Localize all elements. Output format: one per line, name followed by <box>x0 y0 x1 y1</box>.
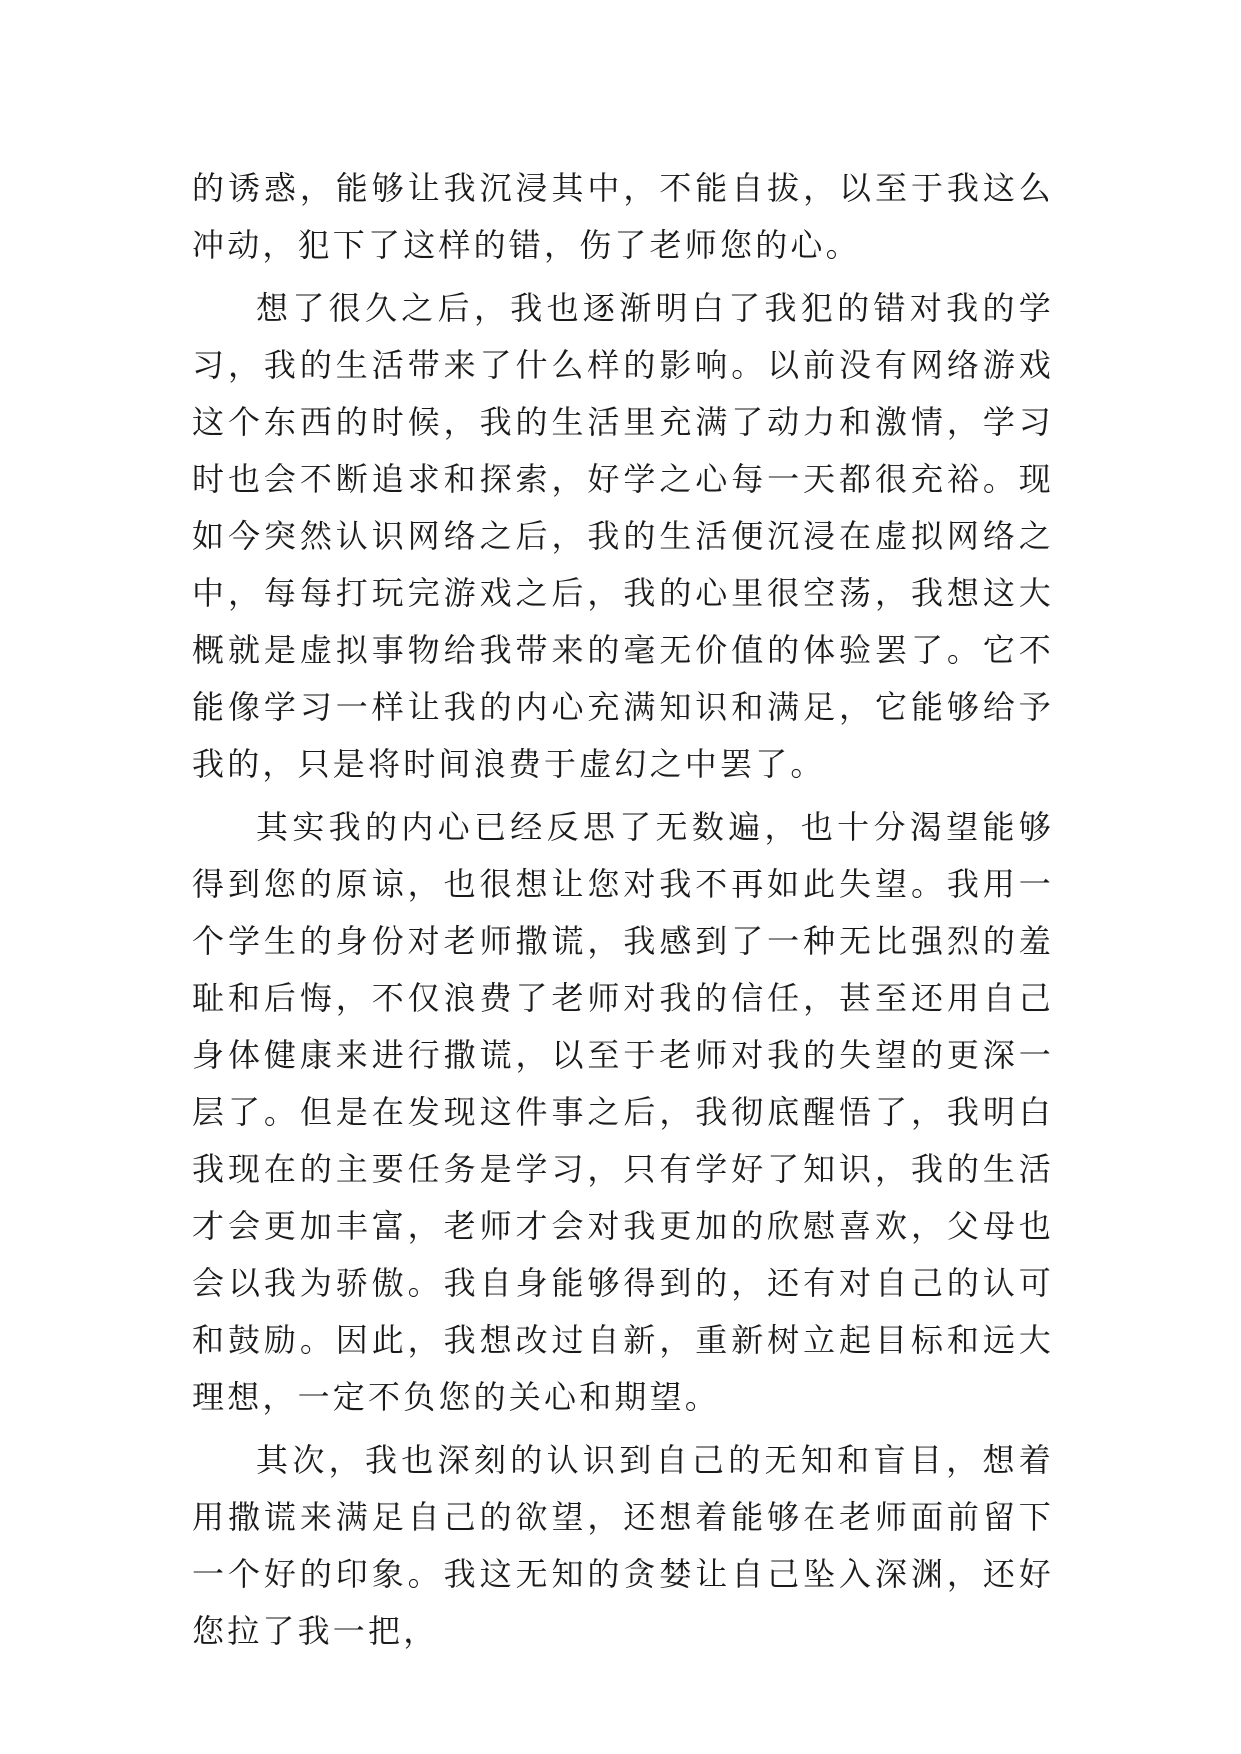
document-body <box>192 160 1054 1660</box>
paragraph-3: 其实我的内心已经反思了无数遍，也十分渴望能够得到您的原谅，也很想让您对我不再如此失望。我用一个学生的身份对老师撒谎，我感到了一种无比强烈的羞耻和后悔，不仅浪费了老师对我的信任，甚至还用自己身体健康来进行撒谎，以至于老师对我的失望的更深一层了。但是在发现这件事之后，我彻底醒悟了，我明白我现在的主要任务是学习，只有学好了知识，我的生活才会更加丰富，老师才会对我更加的欣慰喜欢，父母也会以我为骄傲。我自身能够得到的，还有对自己的认可和鼓励。因此，我想改过自新，重新树立起目标和远大理想，一定不负您的关心和期望。 <box>192 808 1054 1416</box>
paragraph-4: 其次，我也深刻的认识到自己的无知和盲目，想着用撒谎来满足自己的欲望，还想着能够在老师面前留下一个好的印象。我这无知的贪婪让自己坠入深渊，还好您拉了我一把， <box>192 1441 1054 1650</box>
paragraph-2: 想了很久之后，我也逐渐明白了我犯的错对我的学习，我的生活带来了什么样的影响。以前没有网络游戏这个东西的时候，我的生活里充满了动力和激情，学习时也会不断追求和探索，好学之心每一天都很充裕。现如今突然认识网络之后，我的生活便沉浸在虚拟网络之中，每每打玩完游戏之后，我的心里很空荡，我想这大概就是虚拟事物给我带来的毫无价值的体验罢了。它不能像学习一样让我的内心充满知识和满足，它能够给予我的，只是将时间浪费于虚幻之中罢了。 <box>192 289 1054 783</box>
paragraph-1: 的诱惑，能够让我沉浸其中，不能自拔，以至于我这么冲动，犯下了这样的错，伤了老师您的心。 <box>192 169 1054 264</box>
